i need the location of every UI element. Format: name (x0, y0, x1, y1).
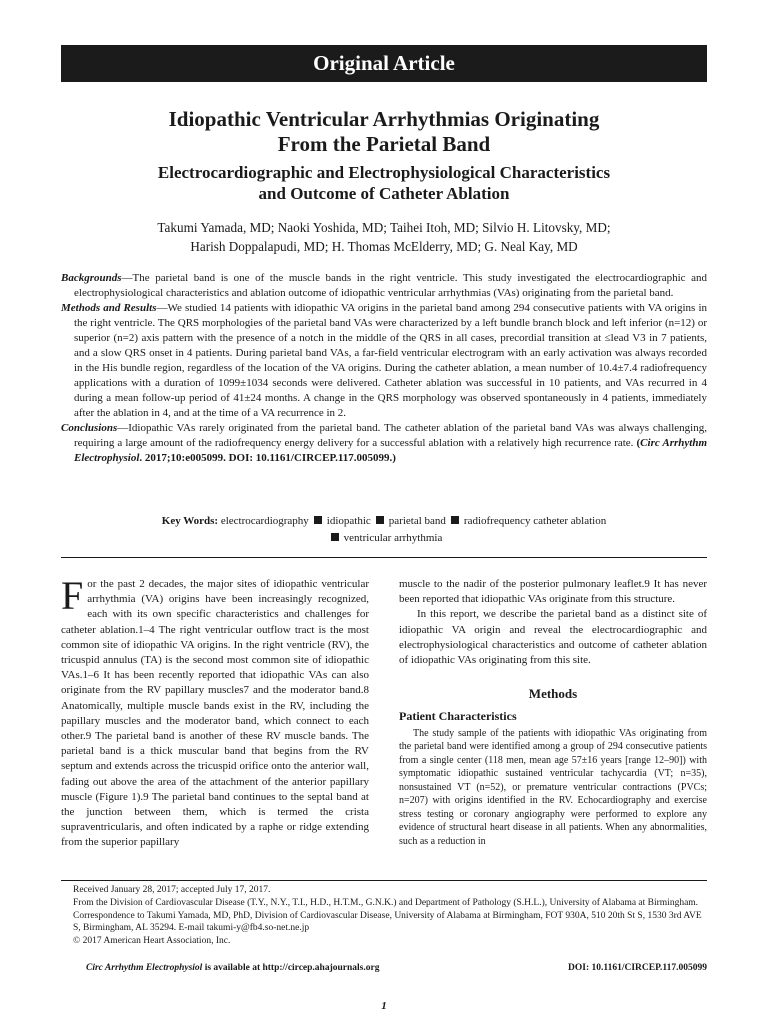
footnotes (61, 884, 707, 948)
intro-paragraph: For the past 2 decades, the major sites of idiopathic ventricular arrhythmia (VA) origins have been increasingly recognized, each with its own specific characteristics and challenges for catheter ablation.1–4 The right ventricular outflow tract is the most common site of idiopathic VA origins. In the right ventricle (RV), the tricuspid annulus (TA) is the second most common site of idiopathic VAs.1–6 It has been recently reported that idiopathic VAs can also originate from the RV papillary muscles7 and the moderator band.8 Anatomically, multiple muscle bands exist in the RV, including the papillary muscles and the moderator band, which connect to each other.9 The parietal band is another of these RV muscle bands. The parietal band is a thick muscular band that begins from the RV septum and extends across the tricuspid orifice onto the anterior wall, fading out above the area of the attachment of the anterior papillary muscle (Figure 1).9 The parietal band continues to the septal band at the junction between them, which is termed the crista supraventricularis, and often indicated by a raphe or ridge extending from the superior papillary (61, 573, 369, 849)
page-number: 1 (381, 1000, 387, 1012)
keywords-label: Key Words: (161, 515, 219, 527)
patient-characteristics-text: The study sample of the patients with idiopathic VAs originating from the parietal band were identified among a group of 294 consecutive patients from a single center (118 men, mean age 57±16 years [range 12–90]) with symptomatic idiopathic sustained ventricular tachycardia (VT; n=35), nonsustained VT (n=52), or premature ventricular contractions (PVCs; n=207) with origins identified in the RV. Echocardiography and exercise stress testing or coronary angiography were performed to explore any evidence of structural heart disease in all patients. When any abnormalities, such as a reduction in (399, 727, 707, 847)
citation-details: . 2017;10:e005099. DOI: 10.1161/CIRCEP.117.005099.) (139, 452, 396, 464)
conclusions-text: —Idiopathic VAs rarely originated from the parietal band. The catheter ablation of the parietal band VAs was always challenging, requiring a large amount of the radiofrequency energy delivery for a successful ablation with a relatively high recurrence rate. (74, 422, 707, 449)
keyword-item: parietal band (388, 515, 446, 527)
citation: (Circ Arrhythm Electrophysiol. 2017;10:e005099. DOI: 10.1161/CIRCEP.117.005099.) (74, 437, 708, 464)
body-column-left (61, 573, 369, 851)
footnote-copyright: © 2017 American Heart Association, Inc. (73, 936, 231, 946)
subtitle-line-1: Electrocardiographic and Electrophysiological Characteristics (157, 163, 611, 182)
article-subtitle (61, 162, 707, 204)
drop-cap: F (61, 573, 84, 618)
author-list (61, 218, 707, 256)
footer-doi: DOI: 10.1161/CIRCEP.117.005099 (568, 963, 707, 973)
keyword-item: electrocardiography (220, 515, 309, 527)
square-bullet-icon (451, 516, 459, 524)
title-line-2: From the Parietal Band (277, 132, 491, 156)
intro-paragraph-2: In this report, we describe the parietal band as a distinct site of idiopathic VA origin and reveal the electrocardiographic and electrophysiological characteristics and outcome of catheter ablation of idiopathic VAs originating from this site. (399, 608, 707, 667)
abstract-backgrounds (61, 271, 707, 301)
journal-availability: Circ Arrhythm Electrophysiol is available at http://circep.ahajournals.org (86, 963, 380, 973)
abstract-conclusions (61, 421, 707, 466)
footnote-correspondence: Correspondence to Takumi Yamada, MD, PhD, Division of Cardiovascular Disease, University of Alabama at Birmingham, FOT 930A, 510 20th St S, 1530 3rd AVE S, Birmingham, AL 35294. E-mail takumi-y@fb4.so-net.ne.jp (73, 911, 702, 933)
abstract (61, 271, 707, 466)
abstract-methods (61, 301, 707, 421)
keyword-item: radiofrequency catheter ablation (463, 515, 607, 527)
patient-characteristics-heading: Patient Characteristics (399, 709, 517, 724)
subtitle-line-2: and Outcome of Catheter Ablation (258, 184, 510, 203)
intro-paragraph-cont: muscle to the nadir of the posterior pulmonary leaflet.9 It has never been reported that idiopathic VAs originate from this structure. (399, 578, 707, 606)
backgrounds-text: —The parietal band is one of the muscle bands in the right ventricle. This study investigated the electrocardiographic and electrophysiological characteristics and ablation outcome of idiopathic ventricular arrhythmias (VAs) originating from the parietal band. (74, 272, 707, 299)
keywords (61, 513, 707, 547)
title-line-1: Idiopathic Ventricular Arrhythmias Originating (168, 107, 600, 131)
footer-journal: Circ Arrhythm Electrophysiol (86, 963, 203, 973)
footnote-affiliation: From the Division of Cardiovascular Disease (T.Y., N.Y., T.I., H.D., H.T.M., G.N.K.) and Department of Pathology (S.H.L.), University of Alabama at Birmingham. (73, 898, 699, 908)
body-column-right (399, 577, 707, 848)
article-title (61, 107, 707, 157)
citation-journal: Circ Arrhythm Electrophysiol (74, 437, 708, 464)
square-bullet-icon (331, 533, 339, 541)
footnote-received: Received January 28, 2017; accepted July 17, 2017. (73, 885, 271, 895)
methods-text: —We studied 14 patients with idiopathic VA origins in the parietal band among 294 consecutive patients with VA origins in the right ventricle. The QRS morphologies of the parietal band VAs were characterized by a left bundle branch block and left inferior (n=12) or superior (n=2) axis pattern with the presence of a notch in the middle of the QRS in all cases, precordial transition at ≤lead V3 in 7 patients, and a slow QRS onset in 4 patients. During parietal band VAs, a far-field ventricular electrogram with an early activation was always recorded in the His bundle region, regardless of the location of the VA origins. During the catheter ablation, a mean number of 10.4±7.4 radiofrequency applications with a duration of 1099±1034 seconds were delivered. Catheter ablation was successful in 10 patients, and VAs recurred in 4 during a mean follow-up period of 41±24 months. A change in the QRS morphology was observed spontaneously in 4 patients, immediately after the ablation in 4, and at the time of a VA recurrence in 2. (74, 302, 708, 419)
square-bullet-icon (376, 516, 384, 524)
methods-heading: Methods and Results (61, 302, 157, 314)
keyword-item: ventricular arrhythmia (343, 532, 443, 544)
authors-line-1: Takumi Yamada, MD; Naoki Yoshida, MD; Taihei Itoh, MD; Silvio H. Litovsky, MD; (157, 220, 611, 235)
keyword-item: idiopathic (326, 515, 371, 527)
section-divider (61, 557, 707, 558)
square-bullet-icon (314, 516, 322, 524)
backgrounds-heading: Backgrounds (61, 272, 122, 284)
authors-line-2: Harish Doppalapudi, MD; H. Thomas McElderry, MD; G. Neal Kay, MD (190, 239, 578, 254)
methods-section-heading: Methods (528, 686, 578, 702)
article-type-banner: Original Article (61, 45, 707, 82)
footnote-divider (61, 880, 707, 881)
conclusions-heading: Conclusions (61, 422, 118, 434)
